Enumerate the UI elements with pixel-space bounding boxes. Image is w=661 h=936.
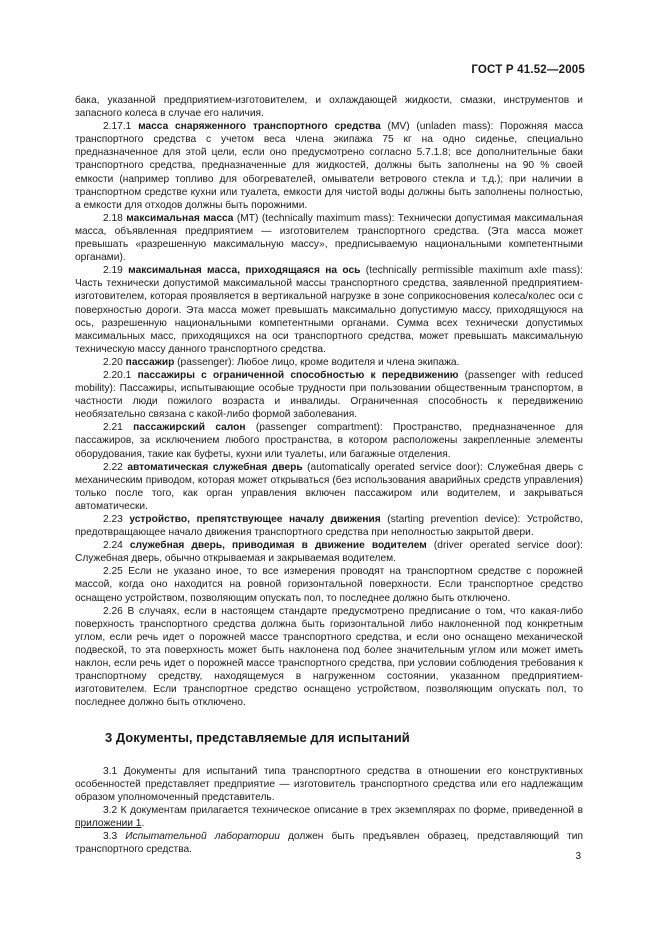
clause-number: 3.2 <box>103 804 118 816</box>
clause-number: 2.20 <box>103 356 123 368</box>
term: пассажирский салон <box>133 422 246 434</box>
paragraph-3-3 <box>75 830 583 856</box>
clause-number: 2.17.1 <box>103 121 132 133</box>
clause-number: 2.20.1 <box>103 369 132 381</box>
paragraph-text: должен быть предъявлен образец, представляющий тип транспортного средства. <box>75 830 583 856</box>
paragraph-text: Документы для испытаний типа транспортного средства в отношении его конструктивных особенностей представляет предприятие — изготовитель транспортного средства или его надлежащим образом уполномоченный представитель. <box>75 765 583 803</box>
definition: (MT) (technically maximum mass): Технически допустимая максимальная масса, объявленная предприятием — изготовителем транспортного средства. (Эта масса может превышать «разрешенную максимальную массу», предписываемую национальными компетентными органами). <box>75 212 583 264</box>
clause-number: 2.25 <box>103 566 123 578</box>
clause-number: 2.26 <box>103 605 123 617</box>
definition: (passenger): Любое лицо, кроме водителя и члена экипажа. <box>174 356 460 368</box>
section-3-title: 3 Документы, представляемые для испытаний <box>105 730 410 746</box>
term: устройство, препятствующее началу движения <box>129 514 381 525</box>
paragraph-2-24 <box>75 539 583 565</box>
paragraph-2-19 <box>75 264 583 356</box>
clause-number: 2.19 <box>103 265 123 277</box>
paragraph-text-end: . <box>141 817 145 829</box>
term: максимальная масса <box>126 212 234 224</box>
term: автоматическая служебная дверь <box>127 461 303 473</box>
clause-number: 3.3 <box>103 830 118 842</box>
clause-number: 2.22 <box>103 461 123 473</box>
definition: (MV) (unladen mass): Порожняя масса транспортного средства с учетом веса члена экипажа 75 кг на одно сиденье, специально предназначенное для этой цели, если оно предусмотрено согласно 5.7.1.8; все дополнительные баки транспортного средства, предназначенные для жидкостей, должны быть заполнены на 90 % своей емкости (например топливо для обогревателей, омыватели ветрового стекла и т.д.); при наличии в транспортном средстве кухни или туалета, емкости для чистой воды должны быть заполнены полностью, а емкости для отходов должны быть порожними. <box>75 121 583 211</box>
term: пассажиры с ограниченной способностью к передвижению <box>137 369 459 381</box>
paragraph-2-21 <box>75 421 583 460</box>
clause-number: 3.1 <box>103 765 118 777</box>
paragraph-3-2 <box>75 804 583 830</box>
term: служебная дверь, приводимая в движение водителем <box>129 540 427 552</box>
paragraph-text: В случаях, если в настоящем стандарте предусмотрено предписание о том, что какая-либо поверхность транспортного средства должна быть горизонтальной либо наклоненной под конкретным углом, если речь идет о порожней массе транспортного средства, и если оно оснащено механической подвеской, то эта поверхность может быть наклонена под более значительным углом или может иметь наклон, если речь идет о порожней массе транспортного средства, при условии соблюдения требования к транспортному средству, находящемуся в нагруженном состоянии, указанном предприятием-изготовителем. Если транспортное средство оснащено устройством, позволяющим опускать пол, то последнее должно быть отключено. <box>75 605 583 709</box>
paragraph-2-26 <box>75 605 583 710</box>
term: пассажир <box>125 356 175 368</box>
document-body <box>75 94 583 856</box>
definition: (starting prevention device): Устройство, предотвращающее начало движения транспортного средства при неполностью закрытой двери. <box>75 514 584 539</box>
paragraph-text: Если не указано иное, то все измерения проводят на транспортном средстве с порожней массой, когда оно находится на ровной горизонтальной поверхности. Если транспортное средство оснащено устройством, позволяющим опускать пол, то последнее должно быть отключено. <box>75 566 583 604</box>
paragraph-2-20-1 <box>75 369 583 421</box>
paragraph-2-18 <box>75 212 583 264</box>
definition: (technically permissible maximum axle mass): Часть технически допустимой максимальной массы транспортного средства, заявленной предприятием-изготовителем, которая проявляется в вертикальной нагрузке в зоне соприкосновения колеса/колес оси с поверхностью дороги. Эта масса может превышать максимально допустимую массу, приходящуюся на ось, разрешенную национальными компетентными органами. Сумма всех технически допустимых максимальных масс, приходящихся на оси транспортного средства, может превышать максимальную техническую массу данного транспортного средства. <box>75 265 583 355</box>
paragraph-2-22 <box>75 461 583 513</box>
clause-number: 2.18 <box>103 212 123 224</box>
definition: (passenger compartment): Пространство, предназначенное для пассажиров, за исключением любого пространства, в котором расположены закрепленные элементы оборудования, такие как буфеты, кухни или туалеты, или багажные отделения. <box>75 422 583 460</box>
definition: (driver operated service door): Служебная дверь, обычно открываемая и закрываемая водителем. <box>75 540 583 565</box>
paragraph-text: К документам прилагается техническое описание в трех экземплярах по форме, приведенной в <box>120 804 583 816</box>
paragraph-2-20 <box>75 356 583 369</box>
definition: (passenger with reduced mobility): Пассажиры, испытывающие особые трудности при пользовании общественным транспортом, в частности люди пожилого возраста и инвалиды. Ограниченная способность к передвижению необязательно связана с какой-либо формой заболевания. <box>75 369 583 421</box>
term: максимальная масса, приходящаяся на ось <box>128 265 361 277</box>
paragraph-continuation: бака, указанной предприятием-изготовителем, и охлаждающей жидкости, смазки, инструментов и запасного колеса в случае его наличия. <box>75 95 583 120</box>
document-header: ГОСТ Р 41.52—2005 <box>471 64 585 76</box>
page-number: 3 <box>575 851 581 862</box>
appendix-link[interactable]: приложении 1 <box>75 817 142 829</box>
clause-number: 2.24 <box>103 540 123 552</box>
paragraph-3-1 <box>75 765 583 804</box>
definition: (automatically operated service door): Служебная дверь с механическим приводом, которая может открываться (без использования аварийных средств управления) только после того, как орган управления включен пассажиром или водителем, и закрываться автоматически. <box>75 461 583 512</box>
clause-number: 2.23 <box>103 514 123 525</box>
term: масса снаряженного транспортного средства <box>138 121 381 133</box>
paragraph-2-17-1 <box>75 120 583 212</box>
paragraph-2-23 <box>75 513 583 539</box>
italic-term: Испытательной лаборатории <box>125 830 280 842</box>
clause-number: 2.21 <box>103 422 123 434</box>
paragraph-2-25 <box>75 565 583 604</box>
